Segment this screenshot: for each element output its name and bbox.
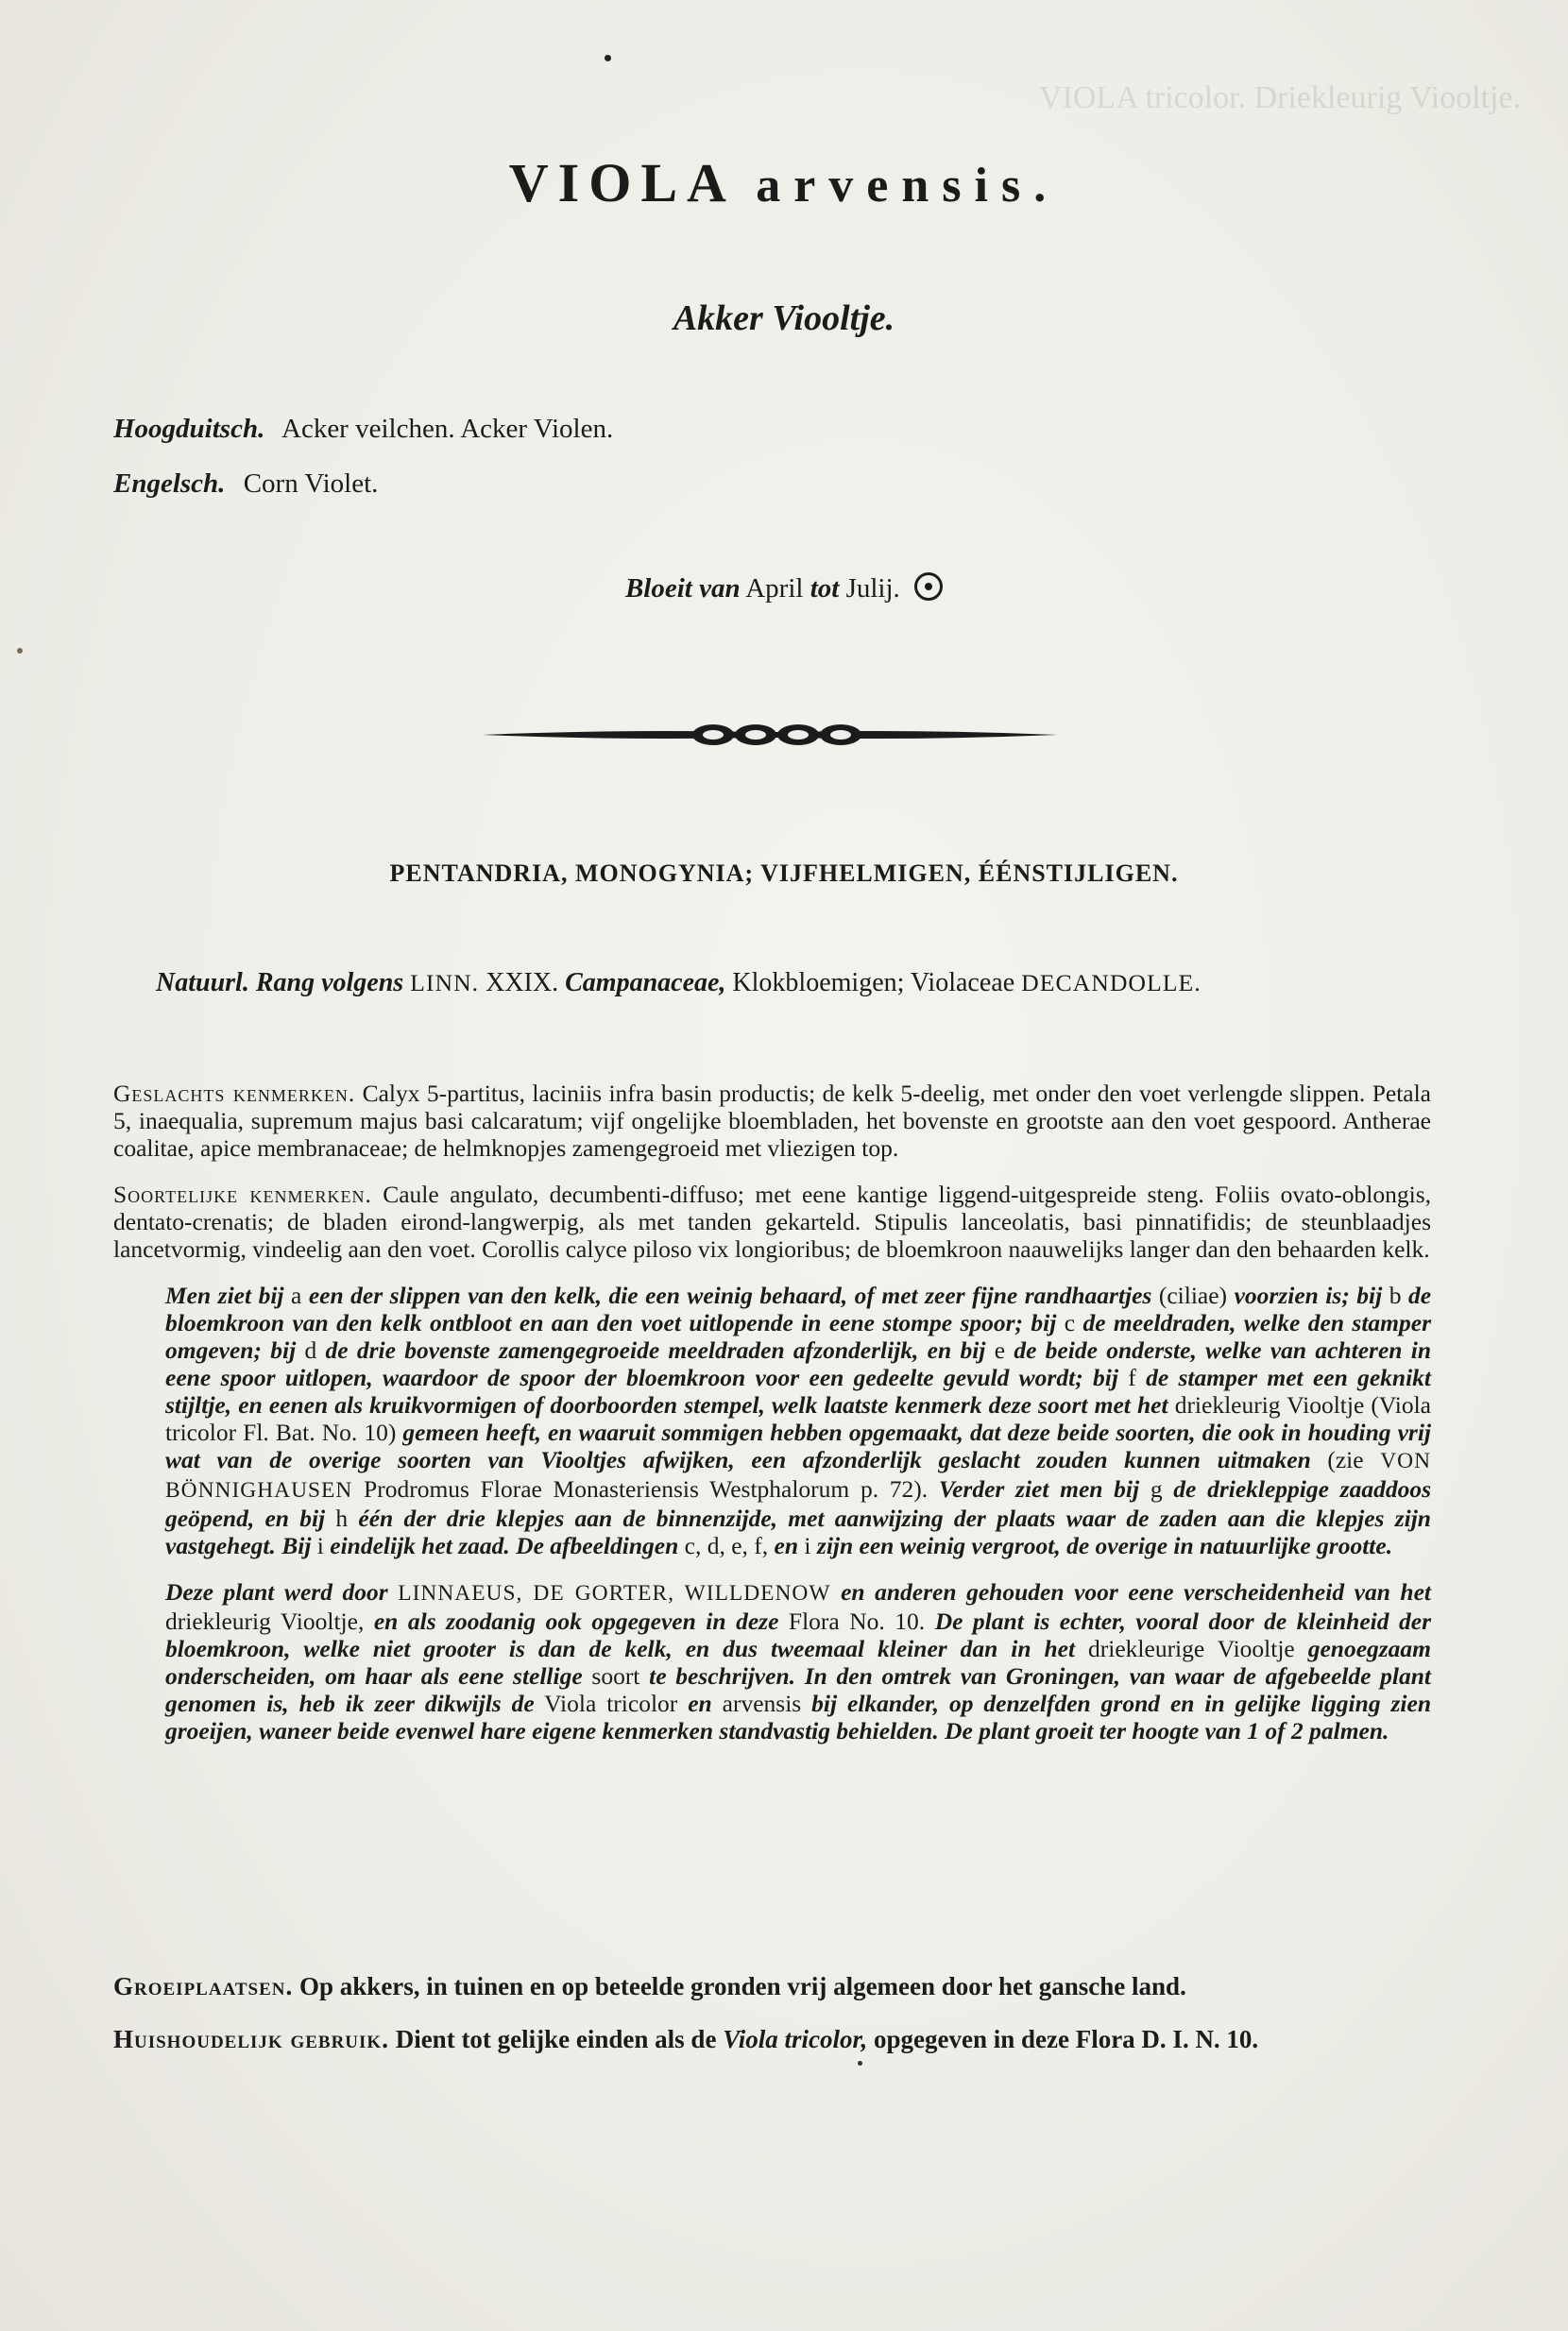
text-run: te beschrijven. In den omtrek van Groningen, van waar de afgebeelde plant genomen is, heb ik zeer dikwijls de	[165, 1662, 1432, 1717]
text-run: één der drie klepjes aan de binnenzijde, met aanwijzing der plaats waar de zaden aan die klepjes zijn vastgehegt. Bij	[165, 1505, 1431, 1559]
figure-letter: g	[1150, 1475, 1163, 1503]
text-run: en als zoodanig ook opgegeven in deze	[373, 1608, 779, 1635]
section-lead: Geslachts kenmerken.	[113, 1080, 356, 1107]
text-run: gemeen heeft, en waaruit sommigen hebben opgemaakt, dat deze beide soorten, die ook in houding vrij wat van de overige soorten van Viooltjes afwijken, een afzonderlijk geslacht zouden kunnen uitmaken	[165, 1419, 1432, 1473]
section-lead: Soortelijke kenmerken.	[113, 1181, 372, 1208]
section-text: opgegeven in deze Flora D. I. N. 10.	[873, 2025, 1259, 2053]
figure-letter: e	[994, 1336, 1006, 1364]
text-run: en	[688, 1690, 712, 1717]
text-run: Deze plant werd door	[165, 1578, 388, 1606]
natural-rank	[156, 968, 1412, 998]
text-run: driekleurige Viooltje	[1088, 1635, 1295, 1662]
text-run: eindelijk het zaad. De afbeeldingen	[330, 1532, 679, 1559]
text-run: een der slippen van den kelk, die een weinig behaard, of met zeer fijne randhaartjes	[308, 1282, 1152, 1309]
text-run: Men ziet bij	[165, 1282, 284, 1309]
section-text-italic: Viola tricolor,	[723, 2025, 868, 2053]
bloom-period	[0, 572, 1568, 604]
classification: PENTANDRIA, MONOGYNIA; VIJFHELMIGEN, ÉÉNSTIJLIGEN.	[389, 859, 1179, 887]
text-run: (ciliae)	[1158, 1282, 1228, 1309]
section-text: Calyx 5-partitus, laciniis infra basin productis; de kelk 5-deelig, met onder den voet verlengde slippen. Petala 5, inaequalia, supremum majus basi calcaratum; vijf ongelijke bloembladen, het bovenste en grootste aan den voet gespoord. Antherae coalitae, apice membranaceae; de helmknopjes zamengegroeid met vliezigen top.	[113, 1080, 1432, 1162]
ornament-divider	[482, 716, 1058, 754]
figure-letter: f	[1128, 1364, 1136, 1391]
text-run: Prodromus Florae Monasteriensis Westphalorum p. 72).	[364, 1475, 929, 1503]
text-run: soort	[591, 1662, 640, 1690]
text-run: en	[774, 1532, 799, 1559]
text-run: de stamper met een geknikt stijltje, en eenen als kruikvormigen of doorboorden stempel, welk laatste kenmerk deze soort met het	[165, 1364, 1432, 1419]
author-name: VON BÖNNIGHAUSEN	[165, 1449, 1432, 1503]
paper-speck	[17, 648, 23, 654]
text-run: De plant is echter, vooral door de kleinheid der bloemkroon, welke niet grooter is dan de kelk, en dus tweemaal kleiner dan in het	[165, 1608, 1432, 1662]
annual-symbol-icon	[914, 572, 943, 601]
footer-sections	[113, 1960, 1431, 2066]
section-text: Op akkers, in tuinen en op beteelde gronden vrij algemeen door het gansche land.	[299, 1972, 1186, 2000]
text-run: driekleurig Viooltje,	[165, 1608, 365, 1635]
text-run: Flora No. 10.	[788, 1608, 926, 1635]
bleed-through-text: VIOLA tricolor. Driekleurig Viooltje.	[1039, 80, 1522, 115]
vernacular-names	[113, 401, 613, 511]
vernacular-lang: Hoogduitsch.	[113, 414, 265, 444]
section-text: Caule angulato, decumbenti-diffuso; met eene kantige liggend-uitgespreide steng. Foliis ovato-oblongis, dentato-crenatis; de bladen eirond-langwerpig, als met tanden gekarteld. Stipulis lanceolatis, basi pinnatifidis; de steunblaadjes lancetvormig, vindeelig aan den voet. Corollis calyce piloso vix longioribus; de bloemkroon naauwelijks langer dan den behaarden kelk.	[113, 1181, 1431, 1263]
habitat	[113, 1960, 1431, 2013]
text-run: arvensis	[722, 1690, 802, 1717]
vernacular-row	[113, 456, 613, 511]
bloom-to: Julij.	[845, 573, 900, 604]
text-run: en anderen gehouden voor eene verscheidenheid van het	[841, 1578, 1432, 1606]
rang-family: Campanaceae,	[565, 968, 726, 997]
bloom-van: van	[699, 573, 741, 604]
bloom-tot: tot	[810, 573, 840, 604]
title-genus: VIOLA	[508, 152, 733, 213]
text-run: de meeldraden, welke den stamper omgeven; bij	[165, 1309, 1431, 1364]
bloom-prefix: Bloeit	[624, 573, 692, 604]
figure-letter: a	[291, 1282, 302, 1309]
figure-letter: c, d, e, f,	[684, 1532, 769, 1559]
text-run: Viola tricolor	[544, 1690, 678, 1717]
vernacular-lang: Engelsch.	[113, 468, 226, 499]
figure-explanation	[113, 1282, 1431, 1559]
text-run: de bloemkroon van den kelk ontbloot en aan den voet uitlopende in eene stompe spoor; bij	[165, 1282, 1432, 1336]
text-run: Verder ziet men bij	[938, 1475, 1140, 1503]
text-run: de beide onderste, welke van achteren in eene spoor uitlopen, waardoor de spoor der bloemkroon voor een gedeelte gevuld wordt; bij	[165, 1336, 1432, 1391]
text-run: driekleurig Viooltje (Viola tricolor Fl. Bat. No. 10)	[165, 1391, 1431, 1446]
text-run: de driekleppige zaaddoos geöpend, en bij	[165, 1475, 1432, 1532]
bloom-from: April	[745, 573, 804, 604]
figure-letter: b	[1389, 1282, 1402, 1309]
section-lead: Groeiplaatsen.	[113, 1972, 294, 2000]
text-run: genoegzaam onderscheiden, om haar als eene stellige	[165, 1635, 1432, 1690]
text-run: de drie bovenste zamengegroeide meeldraden afzonderlijk, en bij	[325, 1336, 986, 1364]
genus-characters	[113, 1080, 1431, 1162]
species-characters	[113, 1181, 1431, 1263]
rang-family-nl: Klokbloemigen; Violaceae	[732, 968, 1015, 997]
rang-prefix: Natuurl. Rang volgens	[156, 968, 404, 997]
section-lead: Huishoudelijk gebruik.	[113, 2025, 389, 2053]
text-run: (zie	[1327, 1446, 1364, 1473]
vernacular-value: Corn Violet.	[243, 468, 379, 499]
vernacular-row	[113, 401, 613, 456]
figure-letter: i	[316, 1532, 324, 1559]
top-dot	[605, 55, 611, 61]
text-run: zijn een weinig vergroot, de overige in natuurlijke grootte.	[816, 1532, 1393, 1559]
bottom-mark	[858, 2061, 862, 2066]
figure-letter: i	[804, 1532, 811, 1559]
rang-author: DECANDOLLE.	[1021, 969, 1202, 996]
figure-letter: h	[335, 1505, 349, 1532]
subtitle: Akker Viooltje.	[673, 298, 895, 338]
title-species: arvensis.	[756, 159, 1060, 213]
text-run: voorzien is; bij	[1234, 1282, 1383, 1309]
author-names: LINNAEUS, DE GORTER, WILLDENOW	[398, 1581, 831, 1606]
text-run: bij elkander, op denzelfden grond en in gelijke ligging zien groeijen, waneer beide evenwel hare eigene kenmerken standvastig behielden. De plant groeit ter hoogte van 1 of 2 palmen.	[165, 1690, 1432, 1744]
rang-linn: LINN.	[410, 969, 480, 996]
vernacular-value: Acker veilchen. Acker Violen.	[281, 414, 614, 444]
section-text: Dient tot gelijke einden als de	[395, 2025, 717, 2053]
rang-number: XXIX.	[486, 968, 559, 997]
household-use	[113, 2013, 1431, 2066]
figure-letter: c	[1064, 1309, 1076, 1336]
discussion-paragraph	[113, 1578, 1431, 1744]
page-title	[0, 151, 1568, 214]
figure-letter: d	[304, 1336, 317, 1364]
description-body	[113, 1080, 1431, 1763]
